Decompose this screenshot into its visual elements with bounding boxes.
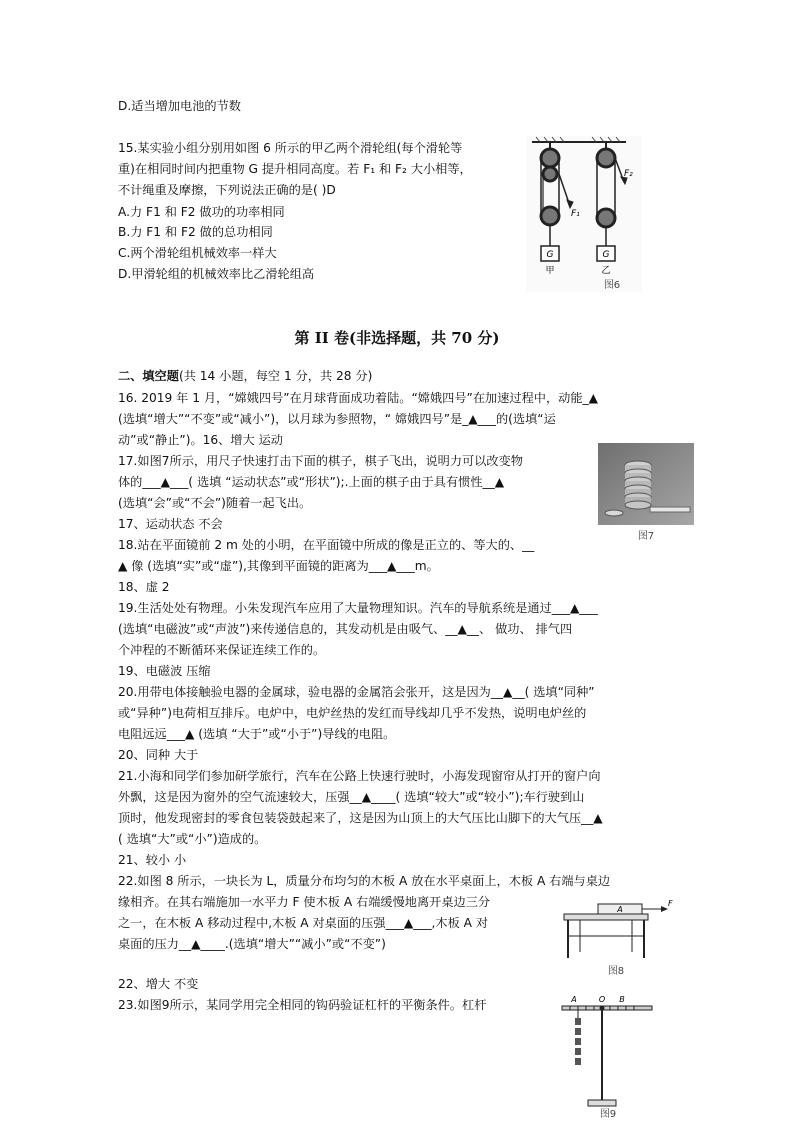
q18-answer: 18、虚 2 (118, 580, 170, 594)
figure-6-caption: 图6 (603, 280, 621, 291)
weight-label-yi: G (602, 250, 610, 260)
q20-answer: 20、同种 大于 (118, 748, 199, 762)
q17-line: (选填“会”或“不会”)随着一起飞出。 (118, 496, 312, 510)
q21-line: 顶时，他发现密封的零食包装袋鼓起来了，这是因为山顶上的大气压比山脚下的大气压__▲ (118, 811, 603, 825)
figure-7-caption: 图7 (637, 531, 655, 542)
q17-answer: 17、运动状态 不会 (118, 517, 223, 531)
lever-label-o: O (598, 995, 606, 1004)
lever-bar (562, 1006, 652, 1010)
force-label-f1: F₁ (571, 209, 580, 219)
hook-weights (575, 1010, 581, 1065)
label-jia: 甲 (545, 266, 555, 276)
q22-line: 之一，在木板 A 移动过程中,木板 A 对桌面的压强___▲___,木板 A 对 (118, 916, 489, 930)
q20-line: 20.用带电体接触验电器的金属球，验电器的金属箔会张开，这是因为__▲__( 选填“同种” (118, 685, 595, 699)
q16-line: (选填“增大”“不变”或“减小”)，以月球为参照物，“ 嫦娥四号”是_▲___的(选填“运 (118, 412, 556, 426)
force-label-f: F (668, 899, 673, 908)
q16-line: 16. 2019 年 1 月，“嫦娥四号”在月球背面成功着陆。“嫦娥四号”在加速过程中，动能_▲ (118, 391, 598, 405)
q21-line: 外飘，这是因为窗外的空气流速较大，压强__▲____( 选填“较大”或“较小”);车行驶到山 (118, 790, 585, 804)
q15-option-a: A.力 F1 和 F2 做功的功率相同 (118, 205, 285, 219)
q15-stem-line: 15.某实验小组分别用如图 6 所示的甲乙两个滑轮组(每个滑轮等 (118, 141, 463, 155)
table (564, 914, 648, 958)
chess-piece-stack (625, 461, 651, 509)
q17-line: 体的___▲___( 选填 “运动状态”或“形状”);.上面的棋子由于具有惯性__▲ (118, 475, 505, 489)
force-label-f2: F₂ (624, 169, 633, 179)
q15-option-b: B.力 F1 和 F2 做的总功相同 (118, 225, 273, 239)
q15-stem-line: 不计绳重及摩擦，下列说法正确的是( )D (118, 183, 336, 197)
q19-line: (选填“电磁波”或“声波”)来传递信息的，其发动机是由吸气、__▲__、 做功、 排气四 (118, 622, 573, 636)
fulcrum (600, 1006, 605, 1011)
q14-option-d: D.适当增加电池的节数 (118, 99, 241, 113)
q15-option-c: C.两个滑轮组机械效率一样大 (118, 246, 277, 260)
q17-line: 17.如图7所示，用尺子快速打击下面的棋子，棋子飞出，说明力可以改变物 (118, 454, 523, 468)
section-2-title: 第 II 卷(非选择题，共 70 分) (294, 329, 500, 347)
force-arrow-f (642, 906, 668, 912)
figure-8-caption: 图8 (607, 966, 625, 977)
weight-label-jia: G (546, 250, 554, 260)
q19-line: 19.生活处处有物理。小朱发现汽车应用了大量物理知识。汽车的导航系统是通过___▲___ (118, 601, 598, 615)
lever-label-a: A (571, 995, 577, 1004)
figure-9-lever-apparatus (558, 992, 658, 1120)
figure-7-chess-pieces-photo (598, 443, 694, 543)
q22-line: 22.如图 8 所示，一块长为 L，质量分布均匀的木板 A 放在水平桌面上，木板 A 右端与桌边 (118, 874, 611, 888)
q20-line: 电阻远远___▲ (选填 “大于”或“小于”)导线的电阻。 (118, 727, 396, 741)
label-yi: 乙 (601, 266, 611, 276)
q21-answer: 21、较小 小 (118, 853, 187, 867)
q15-stem-line: 重)在相同时间内把重物 G 提升相同高度。若 F₁ 和 F₂ 大小相等， (118, 162, 472, 176)
fill-in-header-bold: 二、填空题 (118, 369, 179, 383)
q16-line-answer: 动”或“静止”)。16、增大 运动 (118, 433, 283, 447)
q19-line: 个冲程的不断循环来保证连续工作的。 (118, 643, 326, 657)
flying-chess-piece (605, 510, 623, 516)
figure-9-caption: 图9 (599, 1109, 617, 1120)
figure-8-board-on-table (560, 896, 678, 978)
q15-option-d: D.甲滑轮组的机械效率比乙滑轮组高 (118, 267, 315, 281)
q19-answer: 19、电磁波 压缩 (118, 664, 211, 678)
q22-line: 桌面的压力__▲____.(选填“增大”“减小”或“不变”) (118, 937, 386, 951)
fill-in-section-header (118, 368, 372, 384)
figure-6-pulley-systems (526, 136, 642, 292)
q20-line: 或“异种”)电荷相互排斥。电炉中，电炉丝热的发红而导线却几乎不发热，说明电炉丝的 (118, 706, 587, 720)
board-label-a: A (617, 905, 623, 914)
fill-in-header-note: (共 14 小题，每空 1 分，共 28 分) (178, 369, 373, 383)
lever-label-b: B (619, 995, 625, 1004)
q22-line: 缘相齐。在其右端施加一水平力 F 使木板 A 右端缓慢地离开桌边三分 (118, 895, 491, 909)
q18-line: ▲ 像 (选填“实”或“虚”),其像到平面镜的距离为___▲___m。 (118, 559, 439, 573)
q21-line: ( 选填“大”或“小”)造成的。 (118, 832, 267, 846)
q22-answer: 22、增大 不变 (118, 977, 199, 991)
stand (588, 1010, 616, 1106)
q18-line: 18.站在平面镜前 2 m 处的小明，在平面镜中所成的像是正立的、等大的、__ (118, 538, 535, 552)
q23-line: 23.如图9所示，某同学用完全相同的钩码验证杠杆的平衡条件。杠杆 (118, 998, 487, 1012)
ruler (650, 507, 690, 512)
q21-line: 21.小海和同学们参加研学旅行，汽车在公路上快速行驶时，小海发现窗帘从打开的窗户向 (118, 769, 601, 783)
